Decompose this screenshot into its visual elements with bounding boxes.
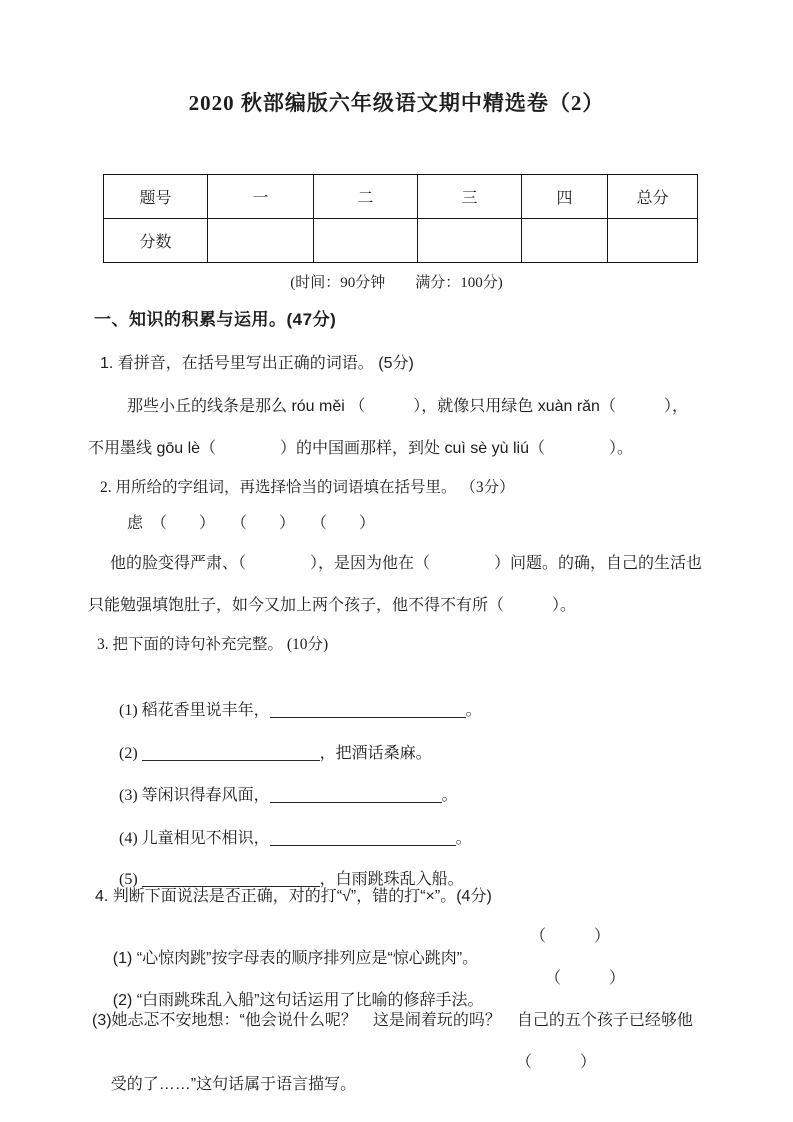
q3-item-4-pre: (4) 儿童相见不相识， — [119, 830, 270, 847]
q4-item-3-line-1: (3)她忐忑不安地想：“他会说什么呢？ 这是闹着玩的吗？ 自己的五个孩子已经够他 — [92, 1012, 693, 1029]
q3-item-5-pre: (5) — [119, 871, 142, 888]
q1-stem: 1. 看拼音，在括号里写出正确的词语。 (5分) — [100, 355, 414, 372]
q3-item-4-post: 。 — [455, 830, 472, 847]
answer-blank — [270, 703, 466, 718]
q1-pinyin-line-1: 那些小丘的线条是那么 róu měi （ ），就像只用绿色 xuàn rǎn（ ）， — [127, 398, 688, 415]
q2-fill-line-2: 只能勉强填饱肚子，如今又加上两个孩子，他不得不有所（ ）。 — [88, 597, 577, 614]
score-cell — [208, 219, 314, 263]
score-table-header-cell: 一 — [208, 175, 314, 219]
score-table-header-row — [104, 175, 698, 219]
q3-item-2-pre: (2) — [119, 745, 142, 762]
score-table-header-cell: 题号 — [104, 175, 208, 219]
q2-fill-line-1: 他的脸变得严肃、（ ），是因为他在（ ）问题。的确，自己的生活也 — [110, 555, 703, 572]
q3-item-1-post: 。 — [465, 702, 482, 719]
exam-meta-line: (时间：90分钟 满分：100分) — [290, 275, 503, 291]
score-table-header-cell: 四 — [522, 175, 608, 219]
q3-item-3-post: 。 — [441, 787, 458, 804]
q4-item-3-answer-parens: （ ） — [516, 1054, 597, 1071]
q3-item-1-pre: (1) 稻花香里说丰年， — [119, 702, 270, 719]
score-cell — [314, 219, 418, 263]
q4-item-1-answer-parens: （ ） — [530, 928, 611, 945]
score-cell — [418, 219, 522, 263]
q4-item-2-answer-parens: （ ） — [545, 970, 626, 987]
q4-item-3-line-2 — [93, 1052, 733, 1122]
page-title: 2020 秋部编版六年级语文期中精选卷（2） — [188, 91, 605, 115]
answer-blank — [142, 872, 320, 887]
q2-stem: 2. 用所给的字组词，再选择恰当的词语填在括号里。 （3分） — [100, 479, 515, 496]
answer-blank — [270, 788, 442, 803]
score-row-label: 分数 — [104, 219, 208, 263]
answer-blank — [142, 746, 320, 761]
score-table — [103, 174, 698, 263]
section1-heading: 一、知识的积累与运用。(47分) — [94, 310, 337, 329]
score-cell — [608, 219, 698, 263]
score-table-score-row — [104, 219, 698, 263]
q4-item-1-text: (1) “心惊肉跳”按字母表的顺序排列应是“惊心跳肉”。 — [112, 950, 479, 967]
q3-item-3-pre: (3) 等闲识得春风面， — [119, 787, 270, 804]
score-table-header-cell: 总分 — [608, 175, 698, 219]
q4-stem: 4. 判断下面说法是否正确，对的打“√”，错的打“×”。(4分) — [95, 888, 492, 905]
q4-item-3-text: 受的了……”这句话属于语言描写。 — [110, 1076, 357, 1093]
q3-item-5-post: ，白雨跳珠乱入船。 — [319, 871, 464, 888]
q3-stem: 3. 把下面的诗句补充完整。 (10分) — [97, 636, 329, 653]
score-table-header-cell: 三 — [418, 175, 522, 219]
score-table-header-cell: 二 — [314, 175, 418, 219]
score-cell — [522, 219, 608, 263]
q3-item-2-post: ，把酒话桑麻。 — [319, 745, 432, 762]
q2-word-building-line: 虑 （ ） （ ） （ ） — [127, 515, 376, 532]
q1-pinyin-line-2: 不用墨线 gōu lè（ ）的中国画那样，到处 cuì sè yù liú（ ）。 — [88, 440, 633, 457]
answer-blank — [270, 831, 456, 846]
q4-item-2-text: (2) “白雨跳珠乱入船”这句话运用了比喻的修辞手法。 — [112, 992, 484, 1009]
